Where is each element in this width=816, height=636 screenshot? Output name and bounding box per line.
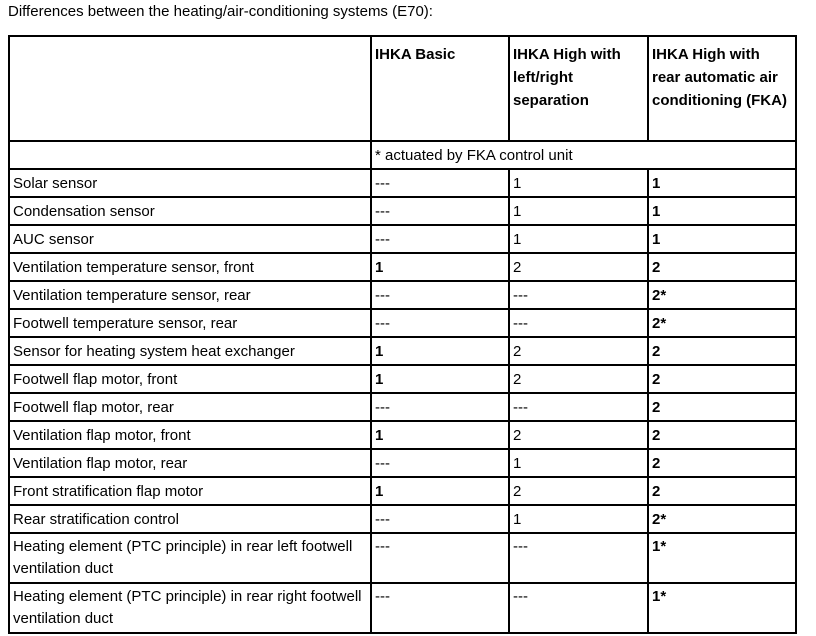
row-label-cell: Ventilation temperature sensor, rear: [9, 281, 371, 309]
comparison-table: [8, 35, 797, 634]
ihka-high-lr-cell: ---: [509, 281, 648, 309]
ihka-high-lr-cell: 1: [509, 169, 648, 197]
table-row: [9, 421, 796, 449]
ihka-high-lr-cell: 1: [509, 225, 648, 253]
table-row: [9, 169, 796, 197]
row-label-cell: Solar sensor: [9, 169, 371, 197]
column-header-ihka-basic: IHKA Basic: [371, 36, 509, 141]
ihka-high-lr-cell: ---: [509, 309, 648, 337]
table-row: [9, 393, 796, 421]
ihka-high-lr-cell: 1: [509, 505, 648, 533]
ihka-high-fka-cell: 2: [648, 253, 796, 281]
ihka-high-fka-cell: 2*: [648, 281, 796, 309]
ihka-high-fka-cell: 2: [648, 365, 796, 393]
row-label-cell: Sensor for heating system heat exchanger: [9, 337, 371, 365]
ihka-high-fka-cell: 2: [648, 449, 796, 477]
table-row: [9, 365, 796, 393]
ihka-high-lr-cell: 1: [509, 449, 648, 477]
fka-note: * actuated by FKA control unit: [371, 141, 796, 169]
table-row: [9, 225, 796, 253]
table-row: [9, 533, 796, 583]
ihka-high-lr-cell: 2: [509, 253, 648, 281]
ihka-high-fka-cell: 2: [648, 477, 796, 505]
ihka-high-fka-cell: 1: [648, 169, 796, 197]
row-label-cell: Footwell flap motor, rear: [9, 393, 371, 421]
ihka-high-fka-cell: 2: [648, 421, 796, 449]
row-label-cell: Rear stratification control: [9, 505, 371, 533]
row-label-cell: Footwell flap motor, front: [9, 365, 371, 393]
table-header-row: [9, 36, 796, 141]
ihka-basic-cell: 1: [371, 337, 509, 365]
table-row: [9, 477, 796, 505]
ihka-high-fka-cell: 2: [648, 337, 796, 365]
row-label-cell: AUC sensor: [9, 225, 371, 253]
column-header-ihka-high-lr: IHKA High with left/right separation: [509, 36, 648, 141]
row-label-cell: Ventilation flap motor, rear: [9, 449, 371, 477]
ihka-basic-cell: ---: [371, 197, 509, 225]
table-row: [9, 337, 796, 365]
row-label-cell: Ventilation temperature sensor, front: [9, 253, 371, 281]
ihka-basic-cell: 1: [371, 421, 509, 449]
note-spacer-cell: [9, 141, 371, 169]
ihka-basic-cell: ---: [371, 505, 509, 533]
table-row: [9, 281, 796, 309]
ihka-high-lr-cell: ---: [509, 533, 648, 583]
ihka-basic-cell: ---: [371, 225, 509, 253]
ihka-high-lr-cell: 2: [509, 477, 648, 505]
table-row: [9, 505, 796, 533]
ihka-high-lr-cell: ---: [509, 393, 648, 421]
ihka-high-fka-cell: 1: [648, 197, 796, 225]
ihka-basic-cell: ---: [371, 449, 509, 477]
ihka-basic-cell: ---: [371, 533, 509, 583]
ihka-basic-cell: ---: [371, 583, 509, 633]
ihka-high-fka-cell: 2*: [648, 505, 796, 533]
row-label-cell: Heating element (PTC principle) in rear left footwell ventilation duct: [9, 533, 371, 583]
ihka-basic-cell: ---: [371, 281, 509, 309]
row-label-cell: Ventilation flap motor, front: [9, 421, 371, 449]
note-row: [9, 141, 796, 169]
ihka-high-fka-cell: 1*: [648, 583, 796, 633]
table-row: [9, 197, 796, 225]
row-label-cell: Front stratification flap motor: [9, 477, 371, 505]
table-row: [9, 253, 796, 281]
table-body: [9, 36, 796, 633]
row-label-cell: Footwell temperature sensor, rear: [9, 309, 371, 337]
page-title: Differences between the heating/air-conditioning systems (E70):: [8, 3, 433, 20]
ihka-high-lr-cell: ---: [509, 583, 648, 633]
ihka-basic-cell: 1: [371, 477, 509, 505]
row-label-cell: Heating element (PTC principle) in rear right footwell ventilation duct: [9, 583, 371, 633]
ihka-high-lr-cell: 2: [509, 337, 648, 365]
ihka-basic-cell: 1: [371, 253, 509, 281]
ihka-high-fka-cell: 1: [648, 225, 796, 253]
table-row: [9, 583, 796, 633]
column-header-component: [9, 36, 371, 141]
table-row: [9, 309, 796, 337]
ihka-basic-cell: ---: [371, 393, 509, 421]
table-row: [9, 449, 796, 477]
ihka-basic-cell: ---: [371, 169, 509, 197]
column-header-ihka-high-fka: IHKA High with rear automatic air conditioning (FKA): [648, 36, 796, 141]
ihka-basic-cell: 1: [371, 365, 509, 393]
ihka-high-lr-cell: 1: [509, 197, 648, 225]
ihka-high-fka-cell: 2*: [648, 309, 796, 337]
ihka-high-fka-cell: 2: [648, 393, 796, 421]
ihka-basic-cell: ---: [371, 309, 509, 337]
ihka-high-lr-cell: 2: [509, 365, 648, 393]
ihka-high-fka-cell: 1*: [648, 533, 796, 583]
row-label-cell: Condensation sensor: [9, 197, 371, 225]
ihka-high-lr-cell: 2: [509, 421, 648, 449]
